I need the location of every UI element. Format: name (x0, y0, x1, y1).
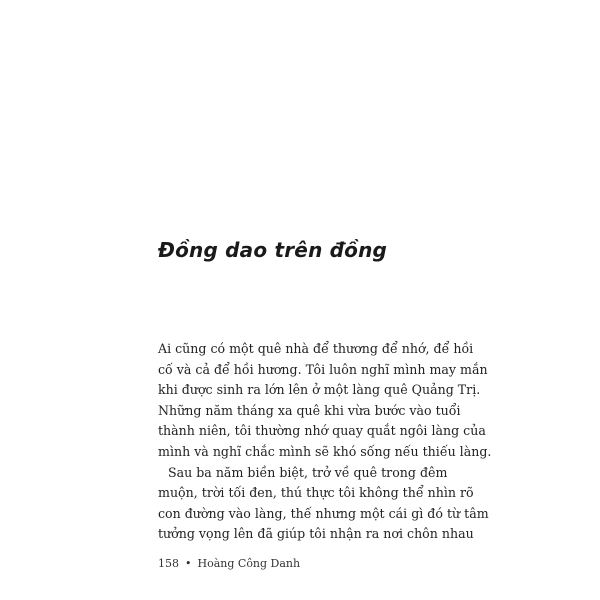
text-line: thành niên, tôi thường nhớ quay quắt ngôi làng của (158, 423, 486, 439)
text-line: muộn, trời tối đen, thú thực tôi không thể nhìn rõ (158, 485, 474, 501)
text-line: mình và nghĩ chắc mình sẽ khó sống nếu thiếu làng. (158, 443, 492, 459)
page-footer (158, 557, 300, 570)
text-line: con đường vào làng, thế nhưng một cái gì đó từ tâm (158, 505, 489, 521)
page-number: 158 (158, 557, 179, 570)
text-line: tưởng vọng lên đã giúp tôi nhận ra nơi chôn nhau (158, 526, 474, 542)
chapter-title: Đồng dao trên đồng (158, 238, 388, 262)
text-line: khi được sinh ra lớn lên ở một làng quê Quảng Trị. (158, 382, 481, 398)
footer-separator: • (185, 557, 192, 570)
text-line: Những năm tháng xa quê khi vừa bước vào tuổi (158, 402, 461, 418)
author-name: Hoàng Công Danh (197, 557, 301, 570)
text-line: Sau ba năm biền biệt, trở về quê trong đêm (168, 464, 448, 480)
text-line: Ai cũng có một quê nhà để thương để nhớ, để hồi (158, 341, 474, 356)
text-line: cố và cả để hồi hương. Tôi luôn nghĩ mình may mắn (158, 361, 488, 377)
body-text (158, 339, 492, 545)
